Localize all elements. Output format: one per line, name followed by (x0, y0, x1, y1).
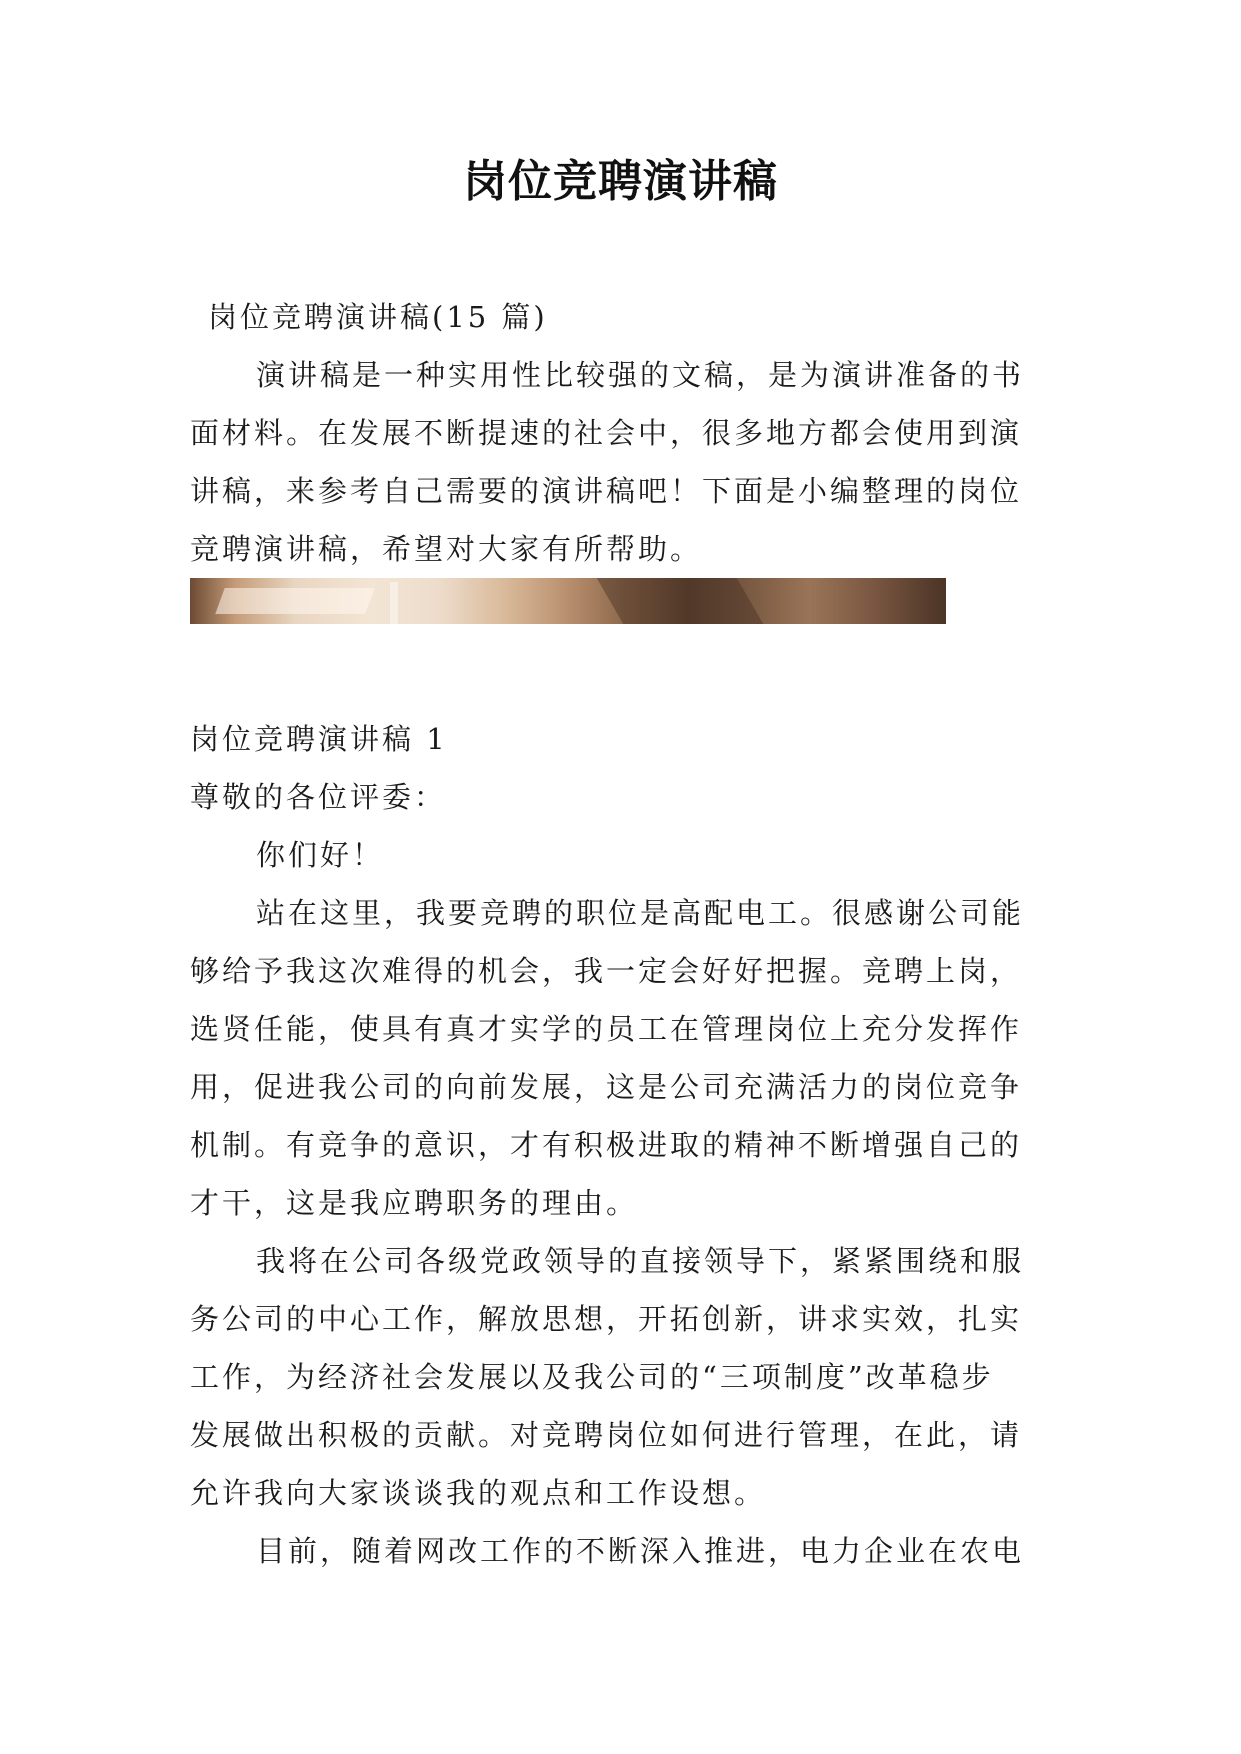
intro-line: 讲稿，来参考自己需要的演讲稿吧！下面是小编整理的岗位 (190, 474, 1023, 508)
intro-line: 面材料。在发展不断提速的社会中，很多地方都会使用到演 (190, 416, 1023, 450)
paragraph-line: 工作，为经济社会发展以及我公司的“三项制度”改革稳步 (190, 1360, 994, 1394)
paragraph-line: 目前，随着网改工作的不断深入推进，电力企业在农电 (256, 1534, 1025, 1568)
paragraph-line: 用，促进我公司的向前发展，这是公司充满活力的岗位竞争 (190, 1070, 1023, 1104)
greeting: 你们好！ (256, 838, 385, 872)
body-paragraph-3 (190, 1522, 1070, 1580)
banner-photo (190, 578, 946, 624)
banner-highlight (215, 588, 374, 614)
document-title: 岗位竞聘演讲稿 (463, 156, 778, 207)
intro-paragraph (190, 346, 1070, 578)
body-paragraph-2 (190, 1232, 1070, 1522)
salutation: 尊敬的各位评委： (190, 780, 447, 814)
paragraph-line: 务公司的中心工作，解放思想，开拓创新，讲求实效，扎实 (190, 1302, 1023, 1336)
section-heading: 岗位竞聘演讲稿 1 (190, 722, 448, 756)
paragraph-line: 才干，这是我应聘职务的理由。 (190, 1186, 639, 1220)
document-subtitle: 岗位竞聘演讲稿(15 篇) (208, 300, 548, 334)
paragraph-line: 站在这里，我要竞聘的职位是高配电工。很感谢公司能 (256, 896, 1025, 930)
intro-line: 演讲稿是一种实用性比较强的文稿，是为演讲准备的书 (256, 358, 1025, 392)
paragraph-line: 机制。有竞争的意识，才有积极进取的精神不断增强自己的 (190, 1128, 1023, 1162)
paragraph-line: 允许我向大家谈谈我的观点和工作设想。 (190, 1476, 767, 1510)
paragraph-line: 选贤任能，使具有真才实学的员工在管理岗位上充分发挥作 (190, 1012, 1023, 1046)
banner-shadow (597, 578, 764, 624)
paragraph-line: 我将在公司各级党政领导的直接领导下，紧紧围绕和服 (256, 1244, 1025, 1278)
paragraph-line: 够给予我这次难得的机会，我一定会好好把握。竞聘上岗， (190, 954, 1023, 988)
intro-line: 竞聘演讲稿，希望对大家有所帮助。 (190, 532, 703, 566)
paragraph-line: 发展做出积极的贡献。对竞聘岗位如何进行管理，在此，请 (190, 1418, 1023, 1452)
banner-glass (390, 582, 398, 624)
body-paragraph-1 (190, 884, 1070, 1232)
document-body (190, 288, 1070, 1580)
